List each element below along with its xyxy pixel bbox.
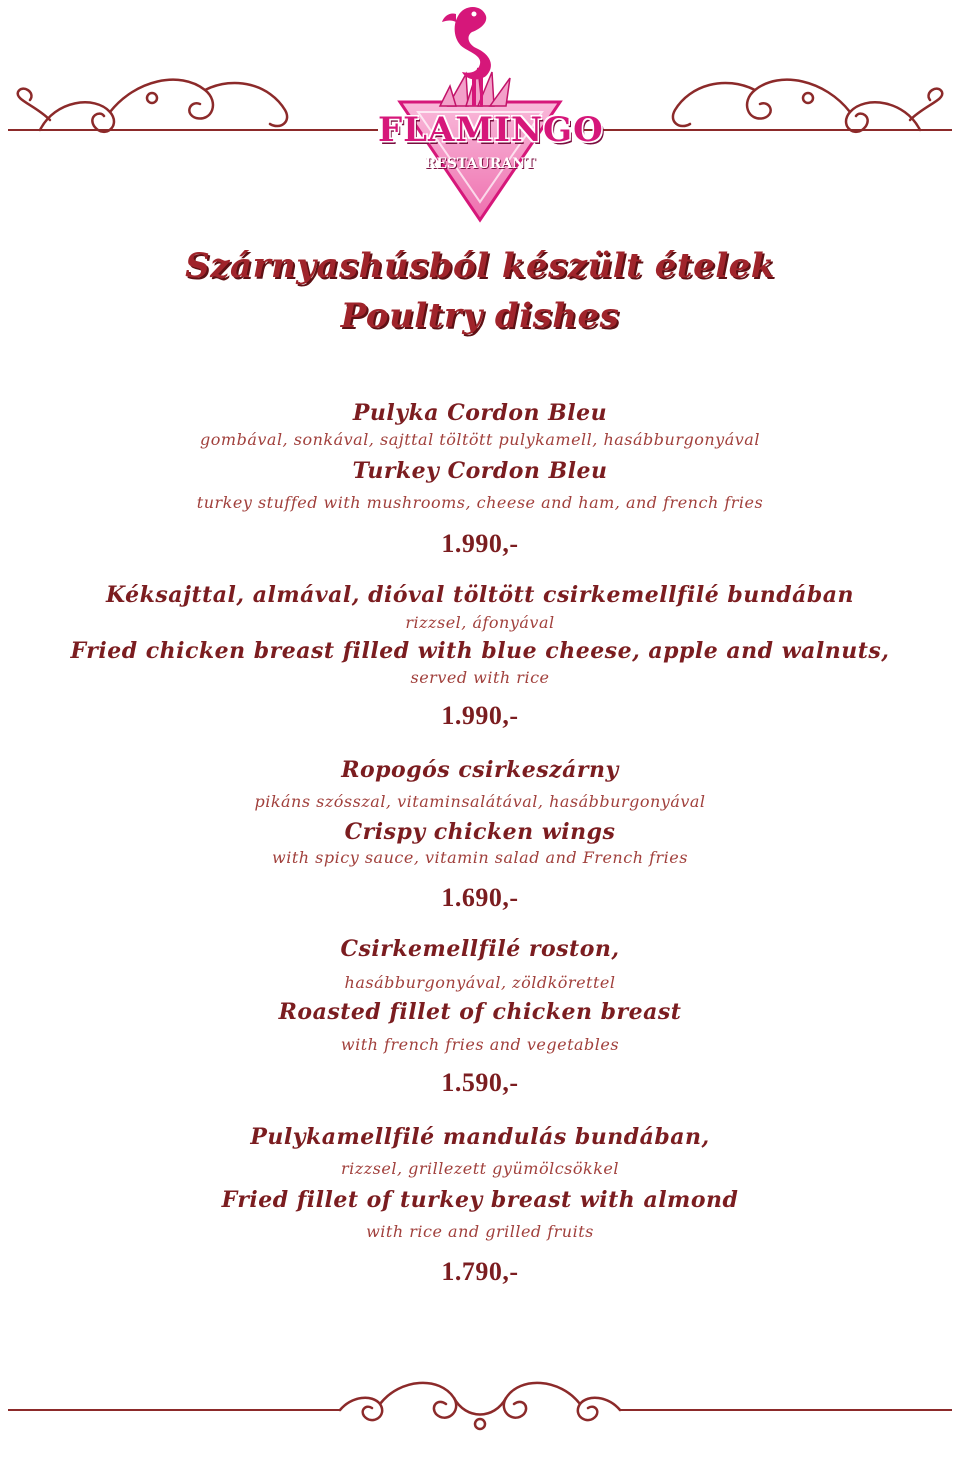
menu-item-4-name-hu: Csirkemellfilé roston, bbox=[340, 936, 620, 962]
menu-item-2-desc-en: served with rice bbox=[410, 668, 550, 687]
menu-item-4-price: 1.590,- bbox=[441, 1068, 519, 1097]
restaurant-logo bbox=[378, 2, 604, 224]
menu-item-1-desc-en: turkey stuffed with mushrooms, cheese and ham, and french fries bbox=[196, 493, 764, 512]
menu-item-2-name-hu: Kéksajttal, almával, dióval töltött csirkemellfilé bundában bbox=[105, 582, 854, 608]
menu-item-1-desc-hu: gombával, sonkával, sajttal töltött pulykamell, hasábburgonyával bbox=[200, 430, 760, 449]
menu-item-5-name-en: Fried fillet of turkey breast with almond bbox=[221, 1187, 739, 1213]
menu-item-5-desc-en: with rice and grilled fruits bbox=[366, 1222, 594, 1241]
menu-item-4-desc-en: with french fries and vegetables bbox=[340, 1035, 620, 1054]
menu-item-3-price: 1.690,- bbox=[441, 883, 519, 912]
menu-item-2-desc-hu: rizzsel, áfonyával bbox=[405, 613, 555, 632]
menu-item-5-price: 1.790,- bbox=[441, 1257, 519, 1286]
brand-name: FLAMINGO bbox=[378, 110, 604, 150]
menu-item-3-desc-hu: pikáns szósszal, vitaminsalátával, hasábburgonyával bbox=[254, 792, 706, 811]
menu-item-5-name-hu: Pulykamellfilé mandulás bundában, bbox=[250, 1124, 710, 1150]
scroll-ornament-icon bbox=[18, 80, 287, 132]
brand-subtitle: RESTAURANT bbox=[424, 156, 536, 172]
scroll-ornament-icon bbox=[340, 1383, 620, 1429]
menu-item-2-name-en: Fried chicken breast filled with blue cheese, apple and walnuts, bbox=[70, 638, 890, 664]
menu-item-1-price: 1.990,- bbox=[441, 529, 519, 558]
menu-item-3-desc-en: with spicy sauce, vitamin salad and French fries bbox=[272, 848, 688, 867]
page-title-en: Poultry dishes bbox=[340, 296, 620, 336]
menu-item-1-name-hu: Pulyka Cordon Bleu bbox=[352, 400, 608, 426]
menu-item-2-price: 1.990,- bbox=[441, 701, 519, 730]
menu-item-5-desc-hu: rizzsel, grillezett gyümölcsökkel bbox=[341, 1159, 619, 1178]
page-title-hu: Szárnyashúsból készült ételek bbox=[185, 246, 775, 286]
menu-item-1-name-en: Turkey Cordon Bleu bbox=[352, 458, 608, 484]
menu-item-3-name-hu: Ropogós csirkeszárny bbox=[341, 757, 619, 783]
scroll-ornament-icon bbox=[673, 80, 942, 132]
menu-item-3-name-en: Crispy chicken wings bbox=[344, 819, 616, 845]
menu-item-4-desc-hu: hasábburgonyával, zöldkörettel bbox=[344, 973, 616, 992]
menu-item-4-name-en: Roasted fillet of chicken breast bbox=[278, 999, 682, 1025]
